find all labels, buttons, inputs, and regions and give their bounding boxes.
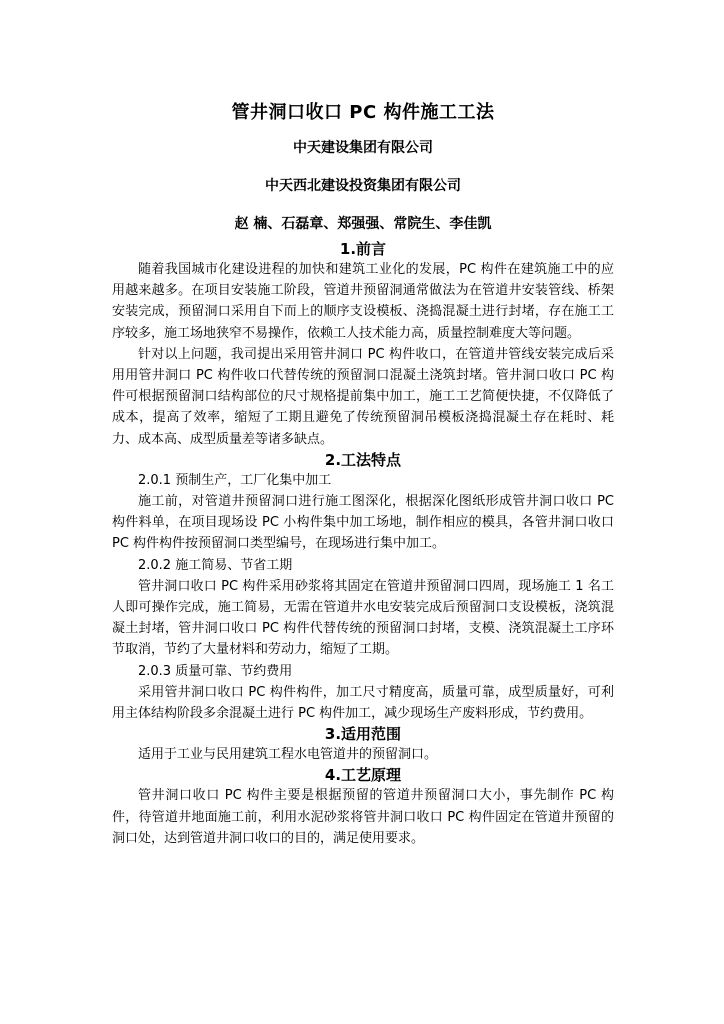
paragraph: 施工前，对管道井预留洞口进行施工图深化，根据深化图纸形成管井洞口收口 PC 构件料单，在项目现场设 PC 小构件集中加工场地，制作相应的模具，各管井洞口收口 PC 构件构件按预留洞口类型编号，在现场进行集中加工。	[112, 494, 614, 552]
paragraph: 适用于工业与民用建筑工程水电管道井的预留洞口。	[138, 747, 438, 763]
paragraph: 针对以上问题，我司提出采用管井洞口 PC 构件收口，在管道井管线安装完成后采用用管井洞口 PC 构件收口代替传统的预留洞口混凝土浇筑封堵。管井洞口收口 PC 构件可根据预留洞口结构部位的尺寸规格提前集中加工，施工工艺简便快捷，不仅降低了成本，提高了效率，缩短了工期且避免了传统预留洞吊模板浇捣混凝土存在耗时、耗力、成本高、成型质量差等诸多缺点。	[112, 346, 614, 447]
subsection-heading: 2.0.1 预制生产，工厂化集中加工	[138, 472, 332, 488]
paragraph: 随着我国城市化建设进程的加快和建筑工业化的发展，PC 构件在建筑施工中的应用越来越多。在项目安装施工阶段，管道井预留洞通常做法为在管道井安装管线、桥架安装完成，预留洞口采用自下而上的顺序支设模板、浇捣混凝土进行封堵，存在施工工序较多，施工场地狭窄不易操作，依赖工人技术能力高，质量控制难度大等问题。	[112, 262, 614, 341]
section-heading-features: 2.工法特点	[324, 450, 402, 469]
section-heading-intro: 1.前言	[339, 240, 387, 258]
document-page	[112, 100, 614, 849]
organization-2: 中天西北建设投资集团有限公司	[265, 178, 461, 194]
document-title: 管井洞口收口 PC 构件施工工法	[231, 102, 495, 123]
paragraph: 管井洞口收口 PC 构件采用砂浆将其固定在管道井预留洞口四周，现场施工 1 名工人即可操作完成，施工简易，无需在管道井水电安装完成后预留洞口支设模板，浇筑混凝土封堵，管井洞口收口 PC 构件代替传统的预留洞口封堵，支模、浇筑混凝土工序环节取消，节约了大量材料和劳动力，缩短了工期。	[112, 578, 614, 658]
subsection-heading: 2.0.2 施工简易、节省工期	[138, 557, 293, 573]
author-list: 赵 楠、石磊章、郑强强、常院生、李佳凯	[234, 216, 492, 232]
organization-1: 中天建设集团有限公司	[293, 140, 433, 156]
section-heading-scope: 3.适用范围	[324, 725, 402, 744]
subsection-heading: 2.0.3 质量可靠、节约费用	[138, 663, 293, 679]
paragraph: 管井洞口收口 PC 构件主要是根据预留的管道井预留洞口大小，事先制作 PC 构件，待管道井地面施工前，利用水泥砂浆将管井洞口收口 PC 构件固定在管道井预留的洞口处，达到管道井洞口收口的目的，满足使用要求。	[112, 788, 614, 846]
section-heading-principle: 4.工艺原理	[324, 766, 402, 785]
paragraph: 采用管井洞口收口 PC 构件构件，加工尺寸精度高，质量可靠，成型质量好，可利用主体结构阶段多余混凝土进行 PC 构件加工，减少现场生产废料形成，节约费用。	[112, 684, 614, 722]
